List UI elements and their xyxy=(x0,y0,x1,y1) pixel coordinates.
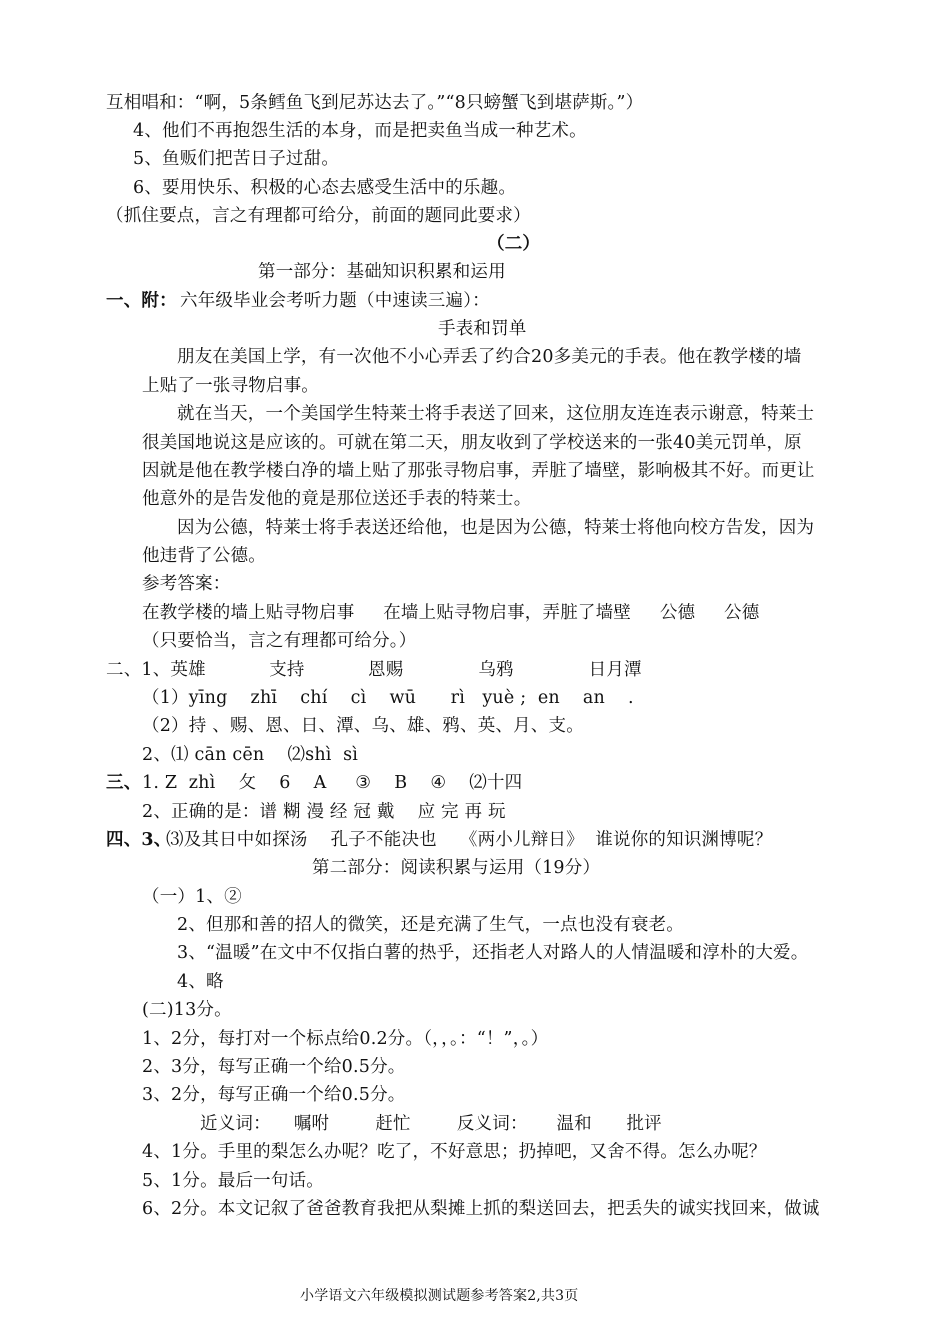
text-line: 2、但那和善的招人的微笑，还是充满了生气，一点也没有衰老。 xyxy=(177,915,684,935)
text-line: 就在当天，一个美国学生特莱士将手表送了回来，这位朋友连连表示谢意，特莱士 xyxy=(177,404,815,424)
text-line: 1. Z zhì 攵 6 A ③ B ④ ⑵十四 xyxy=(142,773,523,793)
text-line: 5、鱼贩们把苦日子过甜。 xyxy=(133,149,340,169)
text-line: (二)13分。 xyxy=(142,1000,232,1020)
text-line: 因为公德，特莱士将手表送还给他，也是因为公德，特莱士将他向校方告发，因为 xyxy=(177,518,815,538)
text-line: 6、2分。本文记叙了爸爸教育我把从梨摊上抓的梨送回去，把丢失的诚实找回来，做诚 xyxy=(142,1199,820,1219)
text-line: 六年级毕业会考听力题（中速读三遍）： xyxy=(180,291,490,311)
text-line: 1、2分，每打对一个标点给0.2分。（，，。：“！”，。） xyxy=(142,1029,549,1049)
text-line: 2、⑴ cān cēn ⑵shì sì xyxy=(142,745,359,765)
section-heading: （二） xyxy=(487,234,541,254)
text-line: 在教学楼的墙上贴寻物启事 在墙上贴寻物启事，弄脏了墙壁 公德 公德 xyxy=(142,603,760,623)
text-line: （2）持 、赐、恩、日、潭、乌、雄、鸦、英、月、支。 xyxy=(142,716,584,736)
text-line: 因就是他在教学楼白净的墙上贴了那张寻物启事，弄脏了墙壁，影响极其不好。而更让 xyxy=(142,461,815,481)
part-heading: 第二部分：阅读积累与运用（19分） xyxy=(312,858,601,878)
page-footer: 小学语文六年级模拟测试题参考答案2,共3页 xyxy=(300,1288,579,1304)
text-line: （抓住要点，言之有理都可给分，前面的题同此要求） xyxy=(106,206,531,226)
text-line: 二、1、英雄 支持 恩赐 乌鸦 日月潭 xyxy=(106,660,642,680)
text-line: 他意外的是告发他的竟是那位送还手表的特莱士。 xyxy=(142,489,532,509)
question-number: 三、 xyxy=(106,773,142,793)
text-line: 2、3分，每写正确一个给0.5分。 xyxy=(142,1057,406,1077)
text-line: 5、1分。最后一句话。 xyxy=(142,1171,324,1191)
question-number: 一、附： xyxy=(106,291,177,311)
text-line: 6、要用快乐、积极的心态去感受生活中的乐趣。 xyxy=(133,178,517,198)
text-line: 4、1分。手里的梨怎么办呢？吃了，不好意思；扔掉吧，又舍不得。怎么办呢？ xyxy=(142,1142,767,1162)
text-line: 2、正确的是：谱 糊 漫 经 冠 戴 应 完 再 玩 xyxy=(142,802,506,822)
text-line: 互相唱和：“啊，5条鳕鱼飞到尼苏达去了。”“8只螃蟹飞到堪萨斯。”） xyxy=(106,93,644,113)
text-line: 他违背了公德。 xyxy=(142,546,266,566)
text-line: （一）1、② xyxy=(142,887,242,907)
text-line: 参考答案： xyxy=(142,574,231,594)
text-line: ⑶及其日中如探汤 孔子不能决也 《两小儿辩日》 谁说你的知识渊博呢？ xyxy=(166,830,773,850)
text-line: 上贴了一张寻物启事。 xyxy=(142,376,319,396)
text-line: （只要恰当，言之有理都可给分。） xyxy=(142,631,417,651)
text-line: 近义词： 嘱咐 赶忙 反义词： 温和 批评 xyxy=(200,1114,662,1134)
passage-title: 手表和罚单 xyxy=(438,319,527,339)
text-line: 朋友在美国上学，有一次他不小心弄丢了约合20多美元的手表。他在教学楼的墙 xyxy=(177,347,802,367)
text-line: （1）yīng zhī chí cì wū rì yuè ; en an . xyxy=(142,688,634,708)
text-line: 3、“温暖”在文中不仅指白薯的热乎，还指老人对路人的人情温暖和淳朴的大爱。 xyxy=(177,943,809,963)
part-heading: 第一部分：基础知识积累和运用 xyxy=(258,262,506,282)
text-line: 4、他们不再抱怨生活的本身，而是把卖鱼当成一种艺术。 xyxy=(133,121,587,141)
text-line: 3、2分，每写正确一个给0.5分。 xyxy=(142,1085,406,1105)
text-line: 4、略 xyxy=(177,972,224,992)
question-number: 四、3、 xyxy=(106,830,172,850)
text-line: 很美国地说这是应该的。可就在第二天，朋友收到了学校送来的一张40美元罚单，原 xyxy=(142,433,802,453)
